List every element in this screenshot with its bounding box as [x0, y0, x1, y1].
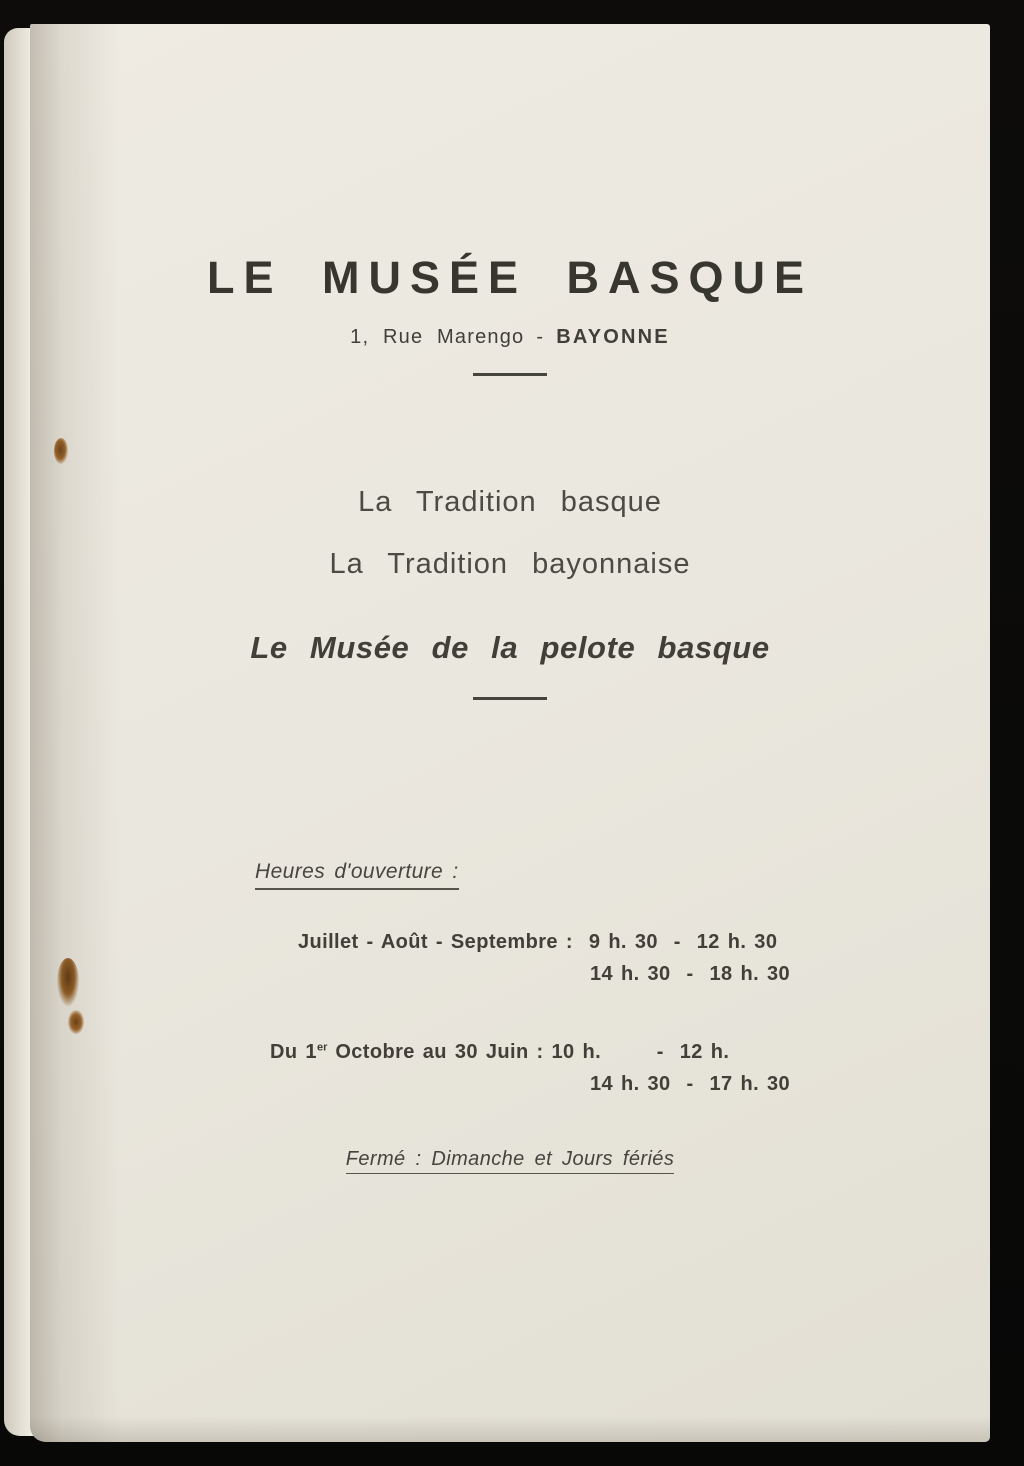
subtitle-tradition-bayonnaise: La Tradition bayonnaise: [329, 548, 691, 580]
closed-days-line: [30, 1148, 990, 1171]
booklet-title-page: [30, 24, 990, 1442]
address-dash: -: [536, 326, 545, 348]
museum-title: LE MUSÉE BASQUE: [206, 252, 814, 303]
address-street: 1, Rue Marengo: [350, 326, 525, 348]
opening-hours-heading: Heures d'ouverture :: [255, 860, 459, 890]
winter-prefix: Du 1: [270, 1041, 317, 1063]
hours-summer-afternoon: 14 h. 30 - 18 h. 30: [590, 963, 791, 985]
winter-ordinal-suffix: er: [316, 1041, 328, 1054]
hours-winter-afternoon: 14 h. 30 - 17 h. 30: [590, 1073, 791, 1095]
foxing-stain: [68, 1010, 84, 1034]
foxing-stain: [54, 438, 68, 464]
hours-winter-morning: [270, 1042, 729, 1062]
foxing-stain: [57, 958, 79, 1006]
address-line: [30, 326, 990, 349]
page-bottom-shade: [30, 1416, 990, 1442]
winter-rest: Octobre au 30 Juin : 10 h. - 12 h.: [327, 1041, 730, 1063]
subtitle-tradition-basque: La Tradition basque: [358, 486, 662, 518]
divider-rule: [473, 697, 547, 700]
closed-days-text: Fermé : Dimanche et Jours fériés: [346, 1148, 674, 1174]
subtitle-musee-pelote: Le Musée de la pelote basque: [250, 630, 770, 665]
address-city: BAYONNE: [556, 326, 670, 348]
hours-summer-morning: Juillet - Août - Septembre : 9 h. 30 - 12 h. 30: [298, 931, 778, 953]
binding-shadow: [30, 24, 120, 1442]
divider-rule: [473, 373, 547, 376]
